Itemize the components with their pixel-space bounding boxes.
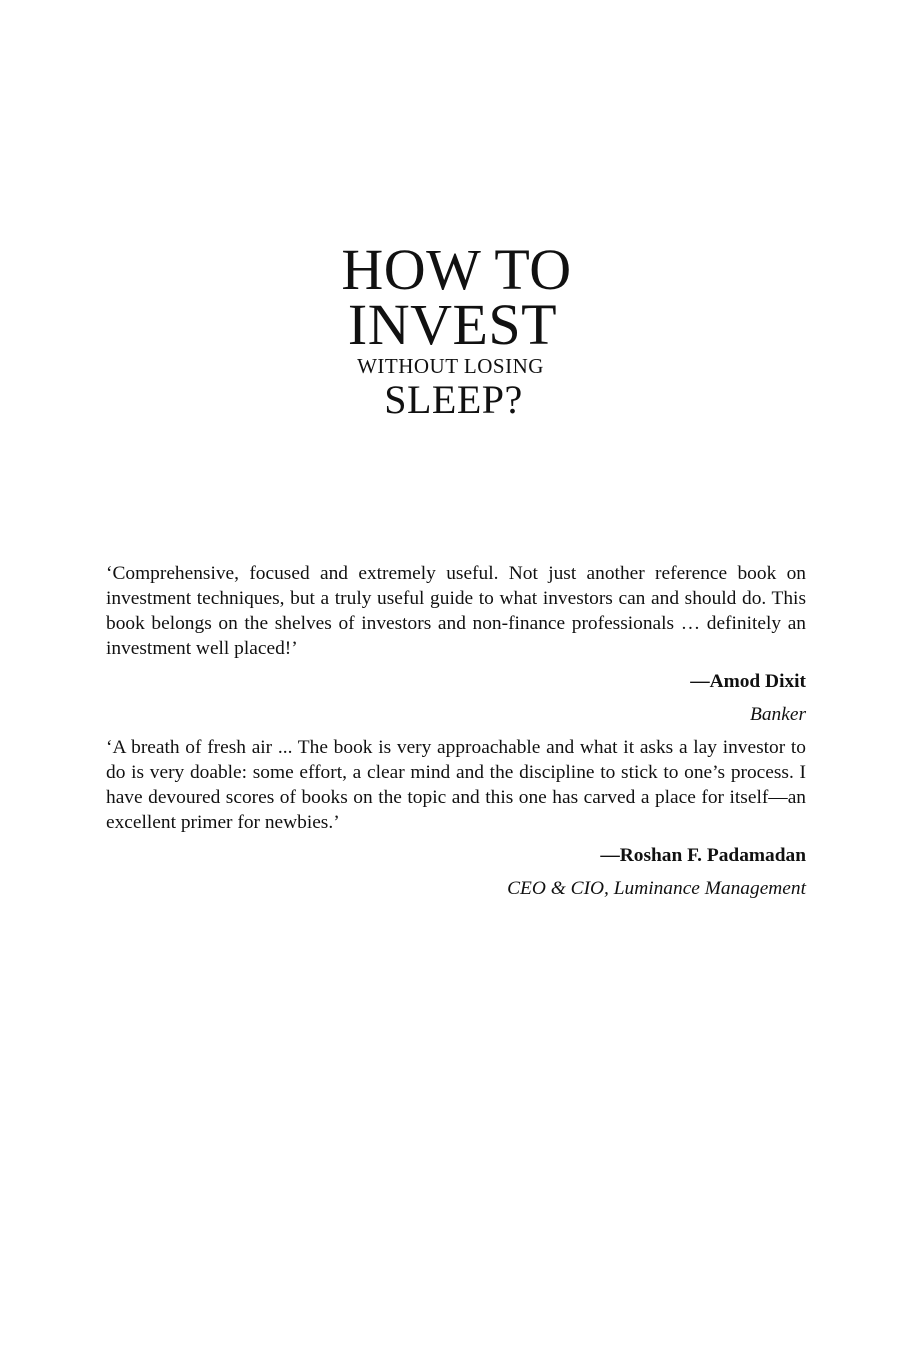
title-line-sleep: SLEEP? [384, 377, 523, 422]
endorsement-author: —Roshan F. Padamadan [600, 845, 806, 866]
endorsement-author: —Amod Dixit [690, 671, 806, 692]
endorsement-quote: ‘A breath of fresh air ... The book is very approachable and what it asks a lay investor to do is very doable: some effort, a clear mind and the discipline to stick to one’s process. I have devoured scores of books on the topic and this one has carved a place for itself—an excellent primer for newbies.’ [106, 737, 806, 833]
endorsement-quote: ‘Comprehensive, focused and extremely useful. Not just another reference book on investment techniques, but a truly useful guide to what investors can and should do. This book belongs on the shelves of investors and non-finance professionals … definitely an investment well placed!’ [106, 563, 806, 659]
endorsement-author-role: Banker [750, 704, 806, 725]
endorsements [106, 561, 806, 901]
endorsement-author-role: CEO & CIO, Luminance Management [507, 878, 806, 899]
title-line-invest: INVEST [347, 292, 558, 357]
title-line-how-to: HOW TO [341, 237, 572, 302]
title-line-without-losing: WITHOUT LOSING [357, 354, 544, 378]
